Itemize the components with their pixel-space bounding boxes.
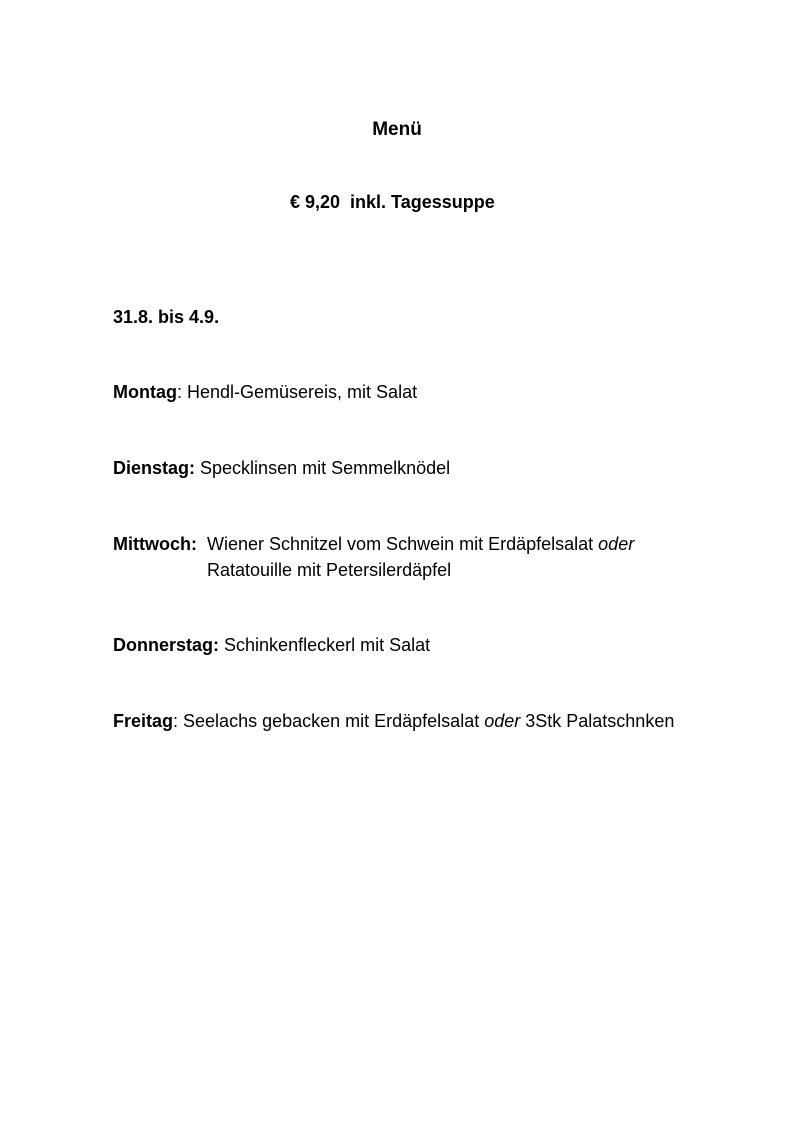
price-line (290, 192, 495, 213)
day-row-donnerstag (113, 635, 430, 656)
dish-donnerstag: Schinkenfleckerl mit Salat (224, 635, 431, 655)
day-separator: : (173, 711, 184, 731)
or-word: oder (484, 711, 521, 731)
dish-dienstag: Specklinsen mit Semmelknödel (200, 458, 451, 478)
or-word: oder (598, 534, 635, 554)
dish-mittwoch-2: Ratatouille mit Petersilerdäpfel (207, 560, 452, 580)
day-label-dienstag: Dienstag: (113, 458, 196, 478)
dish-montag: Hendl-Gemüsereis, mit Salat (187, 382, 418, 402)
day-label-freitag: Freitag (113, 711, 174, 731)
price-value: € 9,20 (290, 192, 341, 212)
day-row-freitag (113, 711, 674, 732)
dish-freitag-2: 3Stk Palatschnken (520, 711, 675, 731)
day-label-donnerstag: Donnerstag: (113, 635, 220, 655)
week-period: 31.8. bis 4.9. (113, 307, 220, 327)
dish-freitag-1: Seelachs gebacken mit Erdäpfelsalat (183, 711, 485, 731)
day-row-montag (113, 382, 417, 403)
day-row-dienstag (113, 458, 450, 479)
day-label-mittwoch: Mittwoch: (113, 534, 197, 554)
day-label-montag: Montag (113, 382, 177, 402)
dish-mittwoch-1: Wiener Schnitzel vom Schwein mit Erdäpfelsalat (207, 534, 599, 554)
day-separator: : (176, 382, 187, 402)
price-note: inkl. Tagessuppe (350, 192, 495, 212)
menu-title: Menü (372, 119, 422, 140)
day-row-mittwoch (113, 534, 634, 555)
